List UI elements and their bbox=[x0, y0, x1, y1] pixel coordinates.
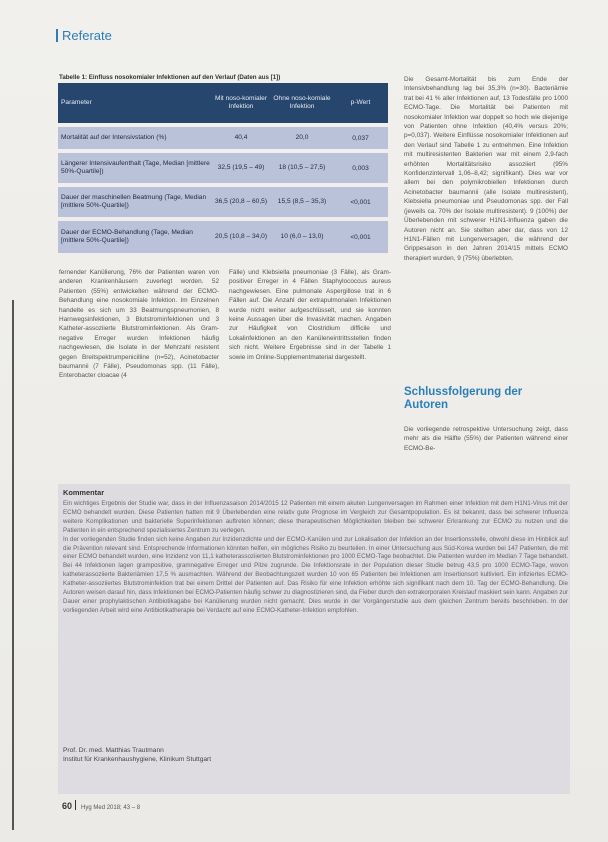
paragraph: Die vorliegende retrospektive Untersuchung zeigt, dass mehr als die Hälfte (55%) der Patienten während einer ECMO-Be- bbox=[404, 426, 568, 452]
paragraph: Die Gesamt-Mortalität bis zum Ende der Intensivbehandlung lag bei 35,3% (n=30). Bacteriämie trat bei 41 % aller Infektionen auf, 13 Todesfälle pro 1000 ECMO-Tage. Die Mortalität bei Patienten mit nosokomialer Infektion war doppelt so hoch wie diejenige von Patienten ohne Infektion (40,4% versus 20%; p=0,037). Weitere Einflüsse nosokomialer Infektionen auf den Verlauf sind Tabelle 1 zu entnehmen. Eine Infektion mit multiresistenten Bakterien war mit einem 2,9-fach erhöhten Mortalitätsrisiko assoziiert (95% Konfidenzintervall 1,06–8,42; signifikant). Dies war vor allem bei den polymikrobiellen Infektionen durch Acinetobacter baumannii (alle Isolate multiresistent), Klebsiella pneumoniae und Pseudomonas spp. der Fall (jeweils ca. 70% der Isolate multiresistent). 9 (100%) der Überlebenden mit schwerer H1N1-Influenza gaben die Autoren nicht an. Sie stellten aber dar, dass von 12 H1N1-Fällen mit Lungenversagen, die während der Grippesaison in den Jahren 2014/15 mittels ECMO therapiert wurden, 9 (75%) überlebten. bbox=[404, 76, 568, 262]
table-cell: <0,001 bbox=[350, 198, 371, 206]
comment-paragraph: Ein wichtiges Ergebnis der Studie war, dass in der Influenzasaison 2014/2015 12 Patienten mit einem akuten Lungenversagen im Rahmen einer Infektion mit dem H1N1-Virus mit der ECMO behandelt wurden. Diese Patienten hatten mit 9 Überlebenden eine relativ gute Prognose im Vergleich zur Gesamtpopulation. Es ist bekannt, dass bei schwerer Influenza weitere Komplikationen und bakterielle Superinfektionen auftreten können; diese therapeutischen Möglichkeiten bleiben bei schwerer Erkrankung zur ECMO zu nutzen und die Patienten in ein entsprechend spezialisiertes Zentrum zu verlegen. bbox=[63, 500, 568, 534]
table-header-row bbox=[58, 83, 388, 123]
table-row bbox=[58, 153, 388, 183]
comment-title: Kommentar bbox=[63, 488, 105, 497]
table-cell: 15,5 (8,5 – 35,3) bbox=[277, 197, 327, 205]
comment-paragraph: In der vorliegenden Studie finden sich keine Angaben zur Inzidenzdichte und der ECMO-Kanülen und zur Lokalisation der Infektion an der Insertionsstelle, obwohl diese im Hinblick auf die Prävention relevant sind. Entsprechende Informationen könnten helfen, ein mögliches Risiko zu beurteilen. In einer Untersuchung aus Süd-Korea wurden bei 147 Patienten, die mit einer ECMO behandelt wurden, eine Inzidenz von 11,1 katheterassoziierten Blutstrominfektionen pro 1000 ECMO-Tage beobachtet. Die Patienten wurden im Median 7 Tage behandelt. Bei 44 Infektionen lagen grampositive, gramnegative Erreger und Pilze zugrunde. Die Infektionsrate in der Population dieser Studie betrug 43,5 pro 1000 ECMO-Tage, wovon katheterassoziierte Bakteriämien 17,5 % ausmachten. Während der Beobachtungszeit wurden 10 von 65 Patienten bei Infektionen am Insertionsort kultiviert. Ein infiziertes ECMO-Katheter-assoziiertes Blutstrominfektion trat bei einem Drittel der Patienten auf. Das Risiko für eine Infektion erhöhte sich signifikant nach dem 10. Tag der ECMO-Behandlung. Die Autoren weisen darauf hin, dass Infektionen bei ECMO-Patienten häufig schwer zu diagnostizieren sind, da Fieber durch den extrakorporalen Kreislauf maskiert sein kann. Angaben zur Dauer einer prophylaktischen Antibiotikagabe bei Kanülierung wurden nicht gemacht. Dies wurde in der Vorgängerstudie aus dem gleichen Zentrum bereits beschrieben. In der vorliegenden Arbeit wird eine Antibiotikatherapie bei Verdacht auf eine ECMO-Katheter-Infektion empfohlen. bbox=[63, 535, 568, 614]
table-caption: Tabelle 1: Einfluss nosokomialer Infektionen auf den Verlauf (Daten aus [1]) bbox=[59, 74, 281, 81]
page-footer bbox=[62, 800, 140, 811]
table-row bbox=[58, 127, 388, 149]
table-row bbox=[58, 187, 388, 217]
table-cell: Längerer Intensivaufenthalt (Tage, Median [mittlere 50%-Quartile]) bbox=[61, 159, 210, 175]
table-cell: 32,5 (19,5 – 49) bbox=[217, 163, 265, 171]
column-header: Parameter bbox=[61, 99, 92, 107]
body-text-left bbox=[59, 268, 219, 381]
column-header: Ohne noso-komiale Infektion bbox=[273, 95, 331, 110]
body-text-right-bottom bbox=[404, 425, 568, 453]
table-cell: <0,001 bbox=[350, 233, 371, 241]
page-edge-rule bbox=[12, 300, 14, 830]
table-cell: 20,0 bbox=[295, 133, 309, 141]
page-number: 60 bbox=[62, 801, 73, 811]
table-cell: 20,5 (10,8 – 34,0) bbox=[214, 232, 268, 240]
table-cell: 10 (6,0 – 13,0) bbox=[280, 232, 324, 240]
table-cell: 40,4 bbox=[234, 133, 248, 141]
body-text-middle bbox=[229, 268, 391, 362]
comment-body bbox=[63, 500, 568, 616]
table-cell: 18 (10,5 – 27,5) bbox=[278, 163, 326, 171]
body-text-right-top bbox=[404, 75, 568, 263]
table-cell: 36,5 (20,8 – 60,5) bbox=[214, 197, 268, 205]
data-table bbox=[58, 83, 388, 253]
paragraph: Fälle) und Klebsiella pneumoniae (3 Fälle), als Gram-positiver Erreger in 4 Fällen Staphylococcus aureus nachgewiesen. Eine pulmonale Aspergillose trat in 6 Fällen auf. Die Anzahl der extrapulmonalen Infektionen wurde nicht weiter aufgeschlüsselt, und sie konnten keine Aussagen über die Invasivität machen. Angaben zur Häufigkeit von Clostridium difficile und Lokalinfektionen an den Kanüleneintrittsstellen finden sich nicht. Weitere Ergebnisse sind in der Tabelle 1 sowie im Online-Supplementmaterial dargestellt. bbox=[229, 269, 391, 361]
table-cell: Mortalität auf der Intensivstation (%) bbox=[61, 133, 167, 141]
author-institution: Institut für Krankenhaushygiene, Klinikum Stuttgart bbox=[63, 756, 212, 763]
journal-citation: Hyg Med 2018; 43 – 8 bbox=[81, 805, 141, 811]
paragraph: fernender Kanülierung, 76% der Patienten waren von anderen Krankenhäusern zuverlegt worden. 52 Patienten (55%) entwickelten während der ECMO-Behandlung eine nosokomiale Infektion. Im Einzelnen handelte es sich um 33 Beatmungspneumonien, 8 Harnwegsinfektionen, 3 Blutstrominfektionen und 3 Katheter-assoziierte Blutstrominfektionen. Als Gram-negative Erreger wurden Infektionen häufig nachgewiesen, die Isolate in der Mehrzahl resistent gegen Breitspektrumpenicilline (n=52), Acinetobacter baumannii (7 Fälle), Pseudomonas spp. (11 Fälle), Enterobacter cloacae (4 bbox=[59, 269, 219, 380]
footer-divider bbox=[75, 800, 76, 810]
section-marker bbox=[56, 29, 58, 42]
table-cell: 0,003 bbox=[352, 164, 369, 172]
column-header: p-Wert bbox=[350, 99, 371, 107]
table-cell: Dauer der ECMO-Behandlung (Tage, Median [mittlere 50%-Quartile]) bbox=[61, 228, 193, 244]
column-header: Mit noso-komialer Infektion bbox=[214, 95, 268, 110]
comment-author bbox=[63, 746, 211, 764]
section-header bbox=[56, 28, 112, 43]
author-name: Prof. Dr. med. Matthias Trautmann bbox=[63, 747, 164, 754]
subheading: Schlussfolgerung der Autoren bbox=[404, 386, 523, 411]
table-cell: Dauer der maschinellen Beatmung (Tage, Median [mittlere 50%-Quartile]) bbox=[61, 193, 207, 209]
section-title: Referate bbox=[62, 28, 112, 43]
table-row bbox=[58, 221, 388, 253]
table-cell: 0,037 bbox=[352, 134, 369, 142]
